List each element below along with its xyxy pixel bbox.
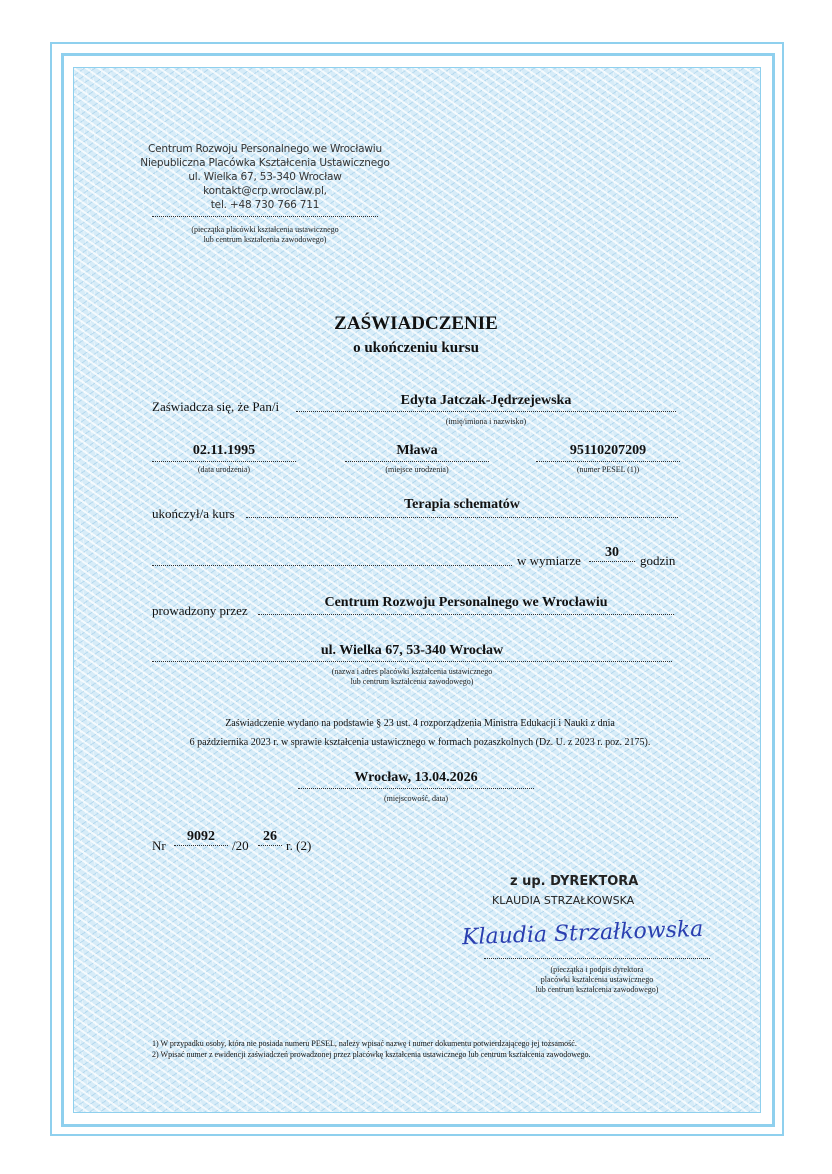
signature-stamp-line2: KLAUDIA STRZAŁKOWSKA <box>492 894 635 907</box>
footnotes <box>152 1038 591 1060</box>
legal-basis <box>140 714 700 752</box>
hours-value: 30 <box>589 545 635 562</box>
stamp-line: Centrum Rozwoju Personalnego we Wrocławiu <box>148 143 382 155</box>
organizer-caption: (nazwa i adres placówki kształcenia ustawicznego <box>331 667 493 676</box>
organizer-name: Centrum Rozwoju Personalnego we Wrocławiu <box>324 595 608 610</box>
birth-date-caption: (data urodzenia) <box>197 465 251 474</box>
organizer-caption: lub centrum kształcenia zawodowego) <box>350 677 474 686</box>
signature-caption: lub centrum kształcenia zawodowego) <box>535 985 659 994</box>
dotted-line <box>152 565 512 566</box>
person-name: Edyta Jatczak-Jędrzejewska <box>400 393 572 408</box>
place-date: Wrocław, 13.04.2026 <box>298 770 534 789</box>
hours-label: w wymiarze <box>517 553 581 568</box>
institution-stamp <box>140 142 390 212</box>
birth-date: 02.11.1995 <box>152 443 296 462</box>
number-suffix: r. (2) <box>286 838 312 853</box>
course-label: ukończył/a kurs <box>152 506 235 521</box>
legal-basis-line: 6 października 2023 r. w sprawie kształcenia ustawicznego w formach pozaszkolnych (Dz. U. z 2023 r. poz. 2175). <box>189 737 651 748</box>
signature-stamp-line1: z up. DYREKTORA <box>510 874 639 889</box>
document-title: ZAŚWIADCZENIE <box>334 313 498 334</box>
number-prefix: Nr <box>152 838 166 853</box>
certificate-year: 26 <box>258 829 282 846</box>
birth-place: Mława <box>345 443 489 462</box>
dotted-line <box>258 614 674 615</box>
pesel-number: 95110207209 <box>536 443 680 462</box>
pesel-caption: (numer PESEL (1)) <box>576 465 640 474</box>
guilloche-background <box>73 67 761 1113</box>
stamp-caption: (pieczątka placówki kształcenia ustawicznego <box>191 225 339 234</box>
dotted-line <box>484 958 710 959</box>
stamp-line: kontakt@crp.wroclaw.pl, <box>203 185 327 197</box>
stamp-line: ul. Wielka 67, 53-340 Wrocław <box>188 171 342 183</box>
document-subtitle: o ukończeniu kursu <box>353 340 479 356</box>
footnote: 1) W przypadku osoby, która nie posiada numeru PESEL, należy wpisać nazwę i numer dokumentu potwierdzającego jej tożsamość. <box>152 1039 577 1048</box>
place-date-caption: (miejscowość, data) <box>384 794 448 803</box>
signature-caption: (pieczątka i podpis dyrektora <box>550 965 644 974</box>
person-label: Zaświadcza się, że Pan/i <box>152 399 280 414</box>
stamp-line: Niepubliczna Placówka Kształcenia Ustawicznego <box>140 157 390 169</box>
organizer-address: ul. Wielka 67, 53-340 Wrocław <box>152 643 672 662</box>
certificate-number: 9092 <box>174 829 228 846</box>
legal-basis-line: Zaświadczenie wydano na podstawie § 23 ust. 4 rozporządzenia Ministra Edukacji i Nauki z dnia <box>225 718 615 729</box>
dotted-line <box>296 411 676 412</box>
person-caption: (imię/imiona i nazwisko) <box>445 417 527 426</box>
stamp-caption: lub centrum kształcenia zawodowego) <box>203 235 327 244</box>
handwritten-signature: Klaudia Strzałkowska <box>461 916 704 951</box>
dotted-line <box>152 216 378 217</box>
birth-place-caption: (miejsce urodzenia) <box>385 465 449 474</box>
stamp-line: tel. +48 730 766 711 <box>210 199 320 211</box>
dotted-line <box>246 517 678 518</box>
year-prefix: /20 <box>232 838 249 853</box>
course-name: Terapia schematów <box>404 497 520 512</box>
footnote: 2) Wpisać numer z ewidencji zaświadczeń prowadzonej przez placówkę kształcenia ustawicznego lub centrum kształcenia zawodowego. <box>152 1050 591 1059</box>
organizer-label: prowadzony przez <box>152 603 248 618</box>
hours-unit: godzin <box>640 553 676 568</box>
signature-caption: placówki kształcenia ustawicznego <box>540 975 654 984</box>
